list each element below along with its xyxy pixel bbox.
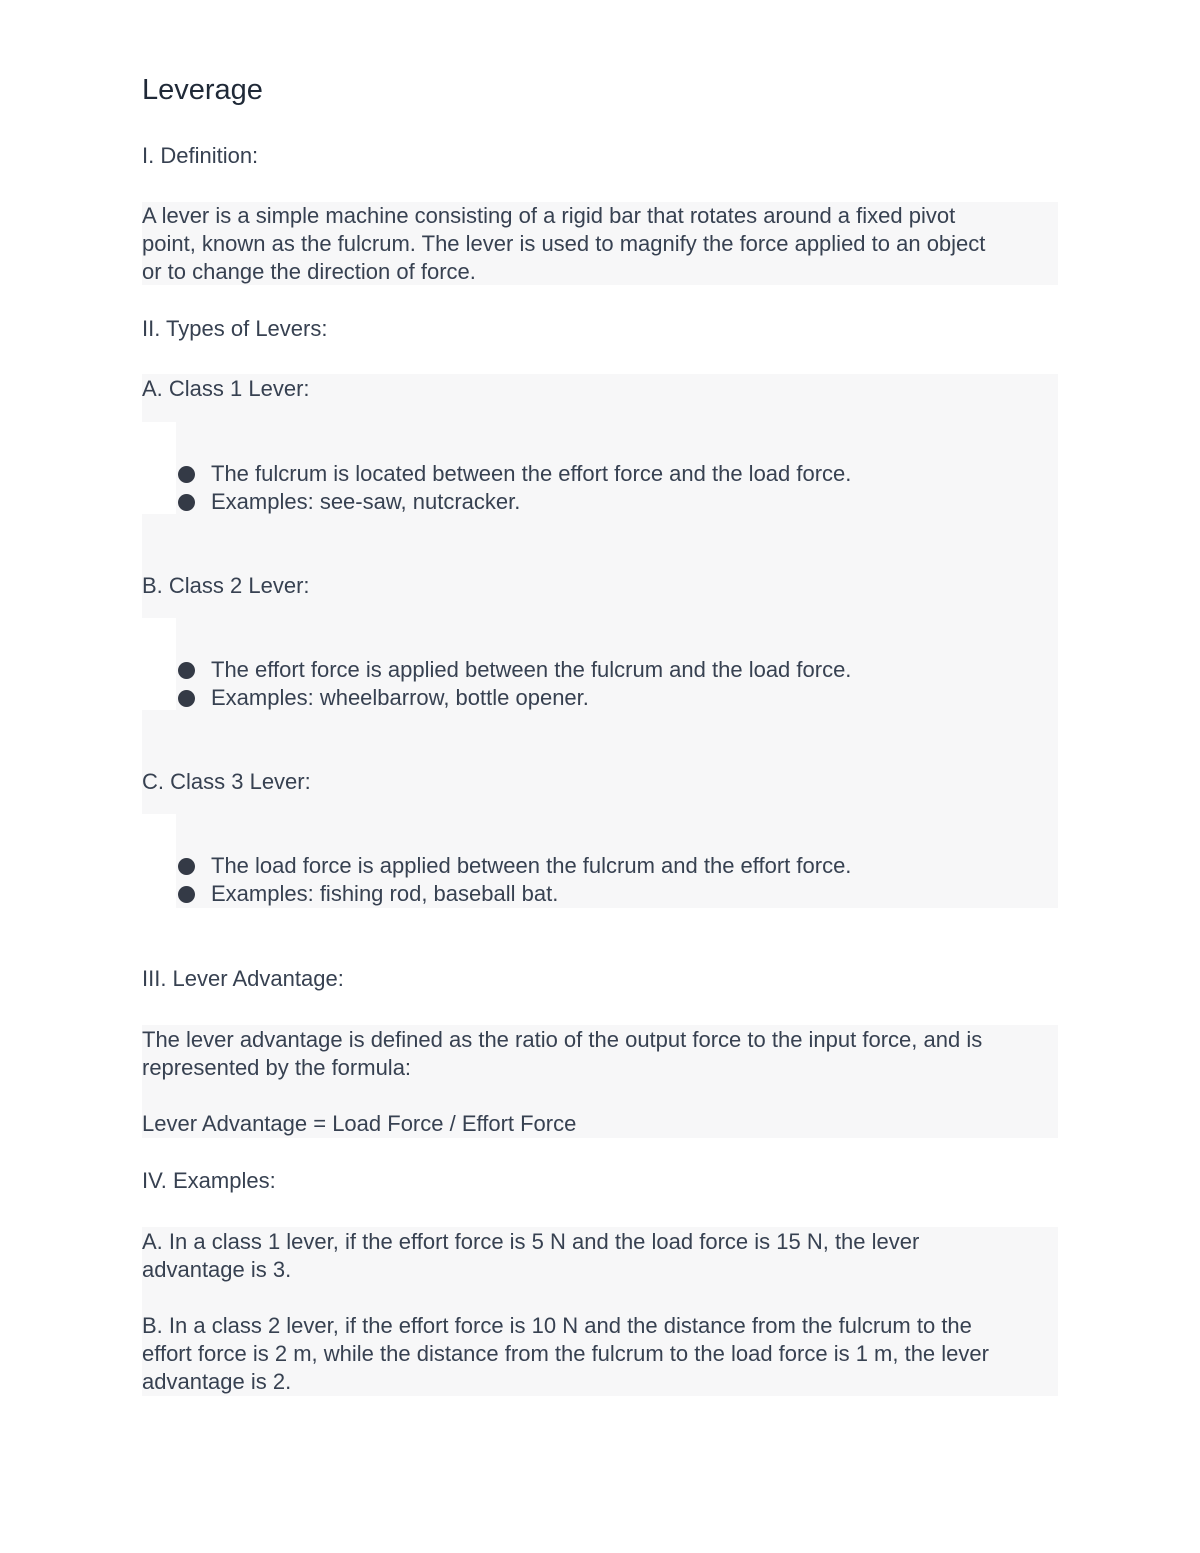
example-b-line: advantage is 2. (142, 1369, 292, 1394)
list-item (178, 852, 851, 880)
list-item-text: Examples: see-saw, nutcracker. (211, 489, 521, 514)
bullet-icon (178, 662, 195, 679)
types-heading: II. Types of Levers: (142, 316, 328, 341)
definition-heading: I. Definition: (142, 143, 259, 168)
example-b-line: B. In a class 2 lever, if the effort force is 10 N and the distance from the fulcrum to the (142, 1313, 972, 1338)
list-item (178, 488, 520, 516)
definition-line: or to change the direction of force. (142, 259, 476, 284)
bullet-icon (178, 690, 195, 707)
list-item (178, 880, 558, 908)
list-item-text: The fulcrum is located between the effort force and the load force. (211, 461, 852, 486)
page-title: Leverage (142, 74, 263, 106)
advantage-formula: Lever Advantage = Load Force / Effort Force (142, 1111, 577, 1136)
class-2-heading-background (142, 514, 1058, 618)
class-3-heading-background (142, 710, 1058, 814)
list-item-text: The effort force is applied between the fulcrum and the load force. (211, 657, 852, 682)
class-3-heading: C. Class 3 Lever: (142, 769, 311, 794)
bullet-icon (178, 858, 195, 875)
list-item (178, 460, 851, 488)
bullet-icon (178, 466, 195, 483)
advantage-heading: III. Lever Advantage: (142, 966, 344, 991)
list-item-text: The load force is applied between the fulcrum and the effort force. (211, 853, 852, 878)
list-item-text: Examples: fishing rod, baseball bat. (211, 881, 559, 906)
bullet-icon (178, 494, 195, 511)
example-a-line: advantage is 3. (142, 1257, 292, 1282)
definition-line: A lever is a simple machine consisting of a rigid bar that rotates around a fixed pivot (142, 203, 956, 228)
list-item (178, 684, 589, 712)
class-2-heading: B. Class 2 Lever: (142, 573, 310, 598)
list-item-text: Examples: wheelbarrow, bottle opener. (211, 685, 589, 710)
advantage-line: The lever advantage is defined as the ratio of the output force to the input force, and is (142, 1027, 983, 1052)
bullet-icon (178, 886, 195, 903)
class-1-heading: A. Class 1 Lever: (142, 376, 310, 401)
examples-heading: IV. Examples: (142, 1168, 276, 1193)
advantage-line: represented by the formula: (142, 1055, 412, 1080)
example-a-line: A. In a class 1 lever, if the effort force is 5 N and the load force is 15 N, the lever (142, 1229, 920, 1254)
example-b-line: effort force is 2 m, while the distance from the fulcrum to the load force is 1 m, the lever (142, 1341, 989, 1366)
list-item (178, 656, 851, 684)
definition-line: point, known as the fulcrum. The lever is used to magnify the force applied to an object (142, 231, 986, 256)
